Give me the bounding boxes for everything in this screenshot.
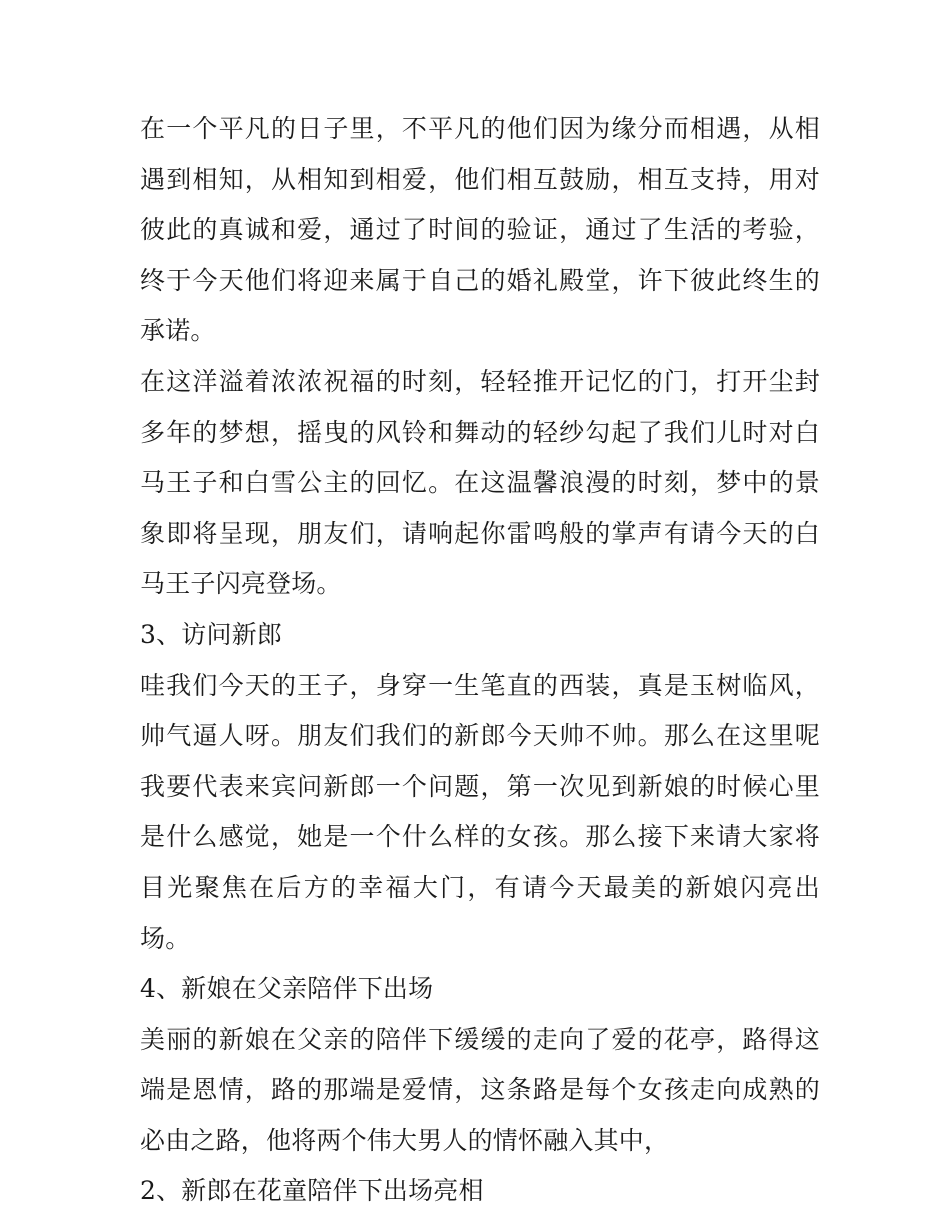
section-heading-bride-entrance: 4、新娘在父亲陪伴下出场: [140, 974, 434, 1004]
section-heading-interview-groom: 3、访问新郎: [140, 619, 283, 649]
document-body: [140, 104, 820, 1217]
paragraph-blessing: 在这洋溢着浓浓祝福的时刻，轻轻推开记忆的门，打开尘封多年的梦想，摇曳的风铃和舞动的轻纱勾起了我们儿时对白马王子和白雪公主的回忆。在这温馨浪漫的时刻，梦中的景象即将呈现，朋友们，请响起你雷鸣般的掌声有请今天的白马王子闪亮登场。: [140, 366, 820, 599]
paragraph-groom: 哇我们今天的王子，身穿一生笔直的西装，真是玉树临风，帅气逼人呀。朋友们我们的新郎今天帅不帅。那么在这里呢我要代表来宾问新郎一个问题，第一次见到新娘的时候心里是什么感觉，她是一个什么样的女孩。那么接下来请大家将目光聚焦在后方的幸福大门，有请今天最美的新娘闪亮出场。: [140, 670, 820, 953]
section-heading-groom-entrance: 2、新郎在花童陪伴下出场亮相: [140, 1176, 484, 1206]
paragraph-bride: 美丽的新娘在父亲的陪伴下缓缓的走向了爱的花亭，路得这端是恩情，路的那端是爱情，这条路是每个女孩走向成熟的必由之路，他将两个伟大男人的情怀融入其中，: [140, 1024, 820, 1155]
paragraph-meeting: 在一个平凡的日子里，不平凡的他们因为缘分而相遇，从相遇到相知，从相知到相爱，他们相互鼓励，相互支持，用对彼此的真诚和爱，通过了时间的验证，通过了生活的考验，终于今天他们将迎来属于自己的婚礼殿堂，许下彼此终生的承诺。: [140, 114, 820, 346]
